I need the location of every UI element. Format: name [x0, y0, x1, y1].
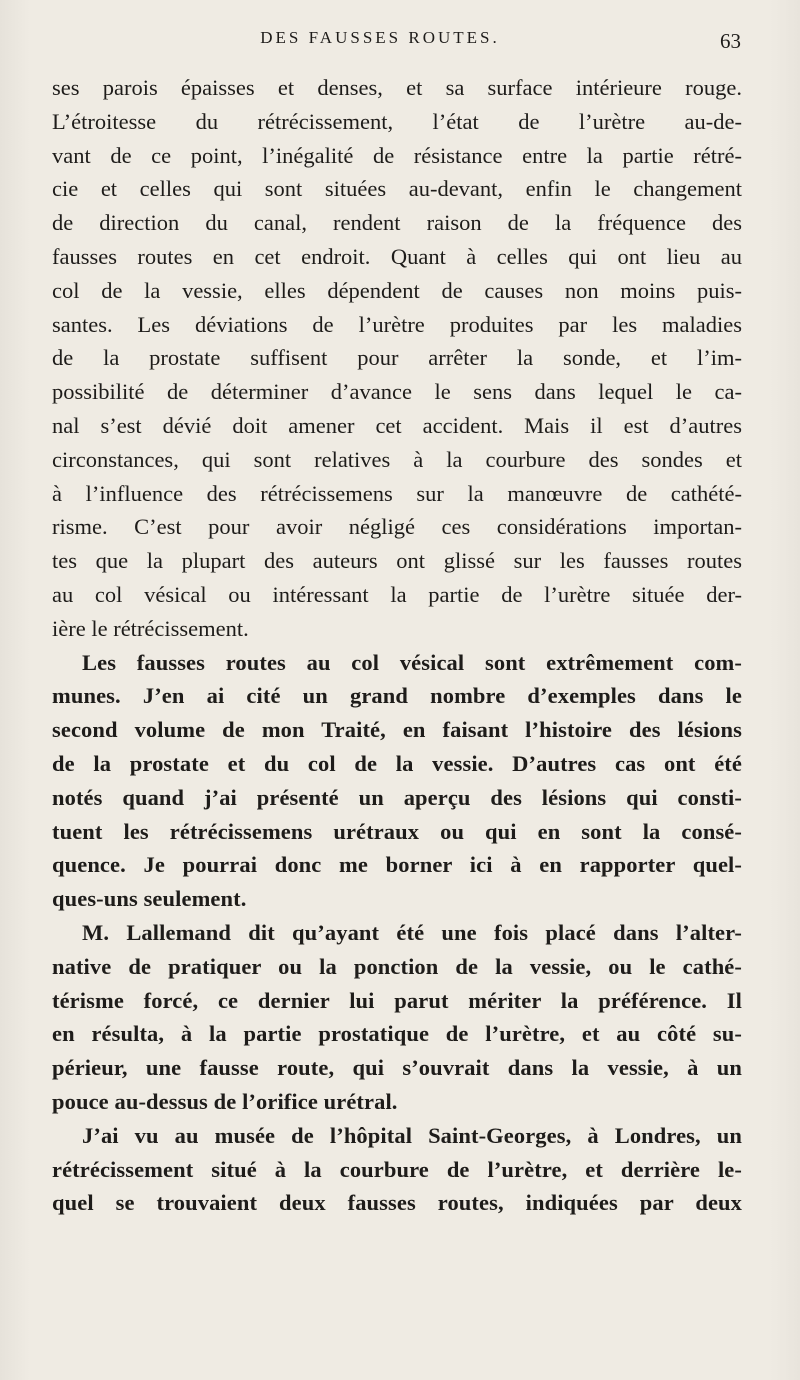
page-number: 63: [720, 29, 741, 53]
text-line: de direction du canal, rendent raison de la fréquence des: [52, 210, 742, 236]
text-line: fausses routes en cet endroit. Quant à celles qui ont lieu au: [52, 243, 742, 269]
body-text: [52, 71, 742, 1220]
text-line: M. Lallemand dit qu’ayant été une fois placé dans l’alter-: [82, 919, 742, 945]
text-line: de la prostate suffisent pour arrêter la sonde, et l’im-: [52, 345, 742, 371]
text-line: térisme forcé, ce dernier lui parut mériter la préférence. Il: [52, 987, 742, 1013]
text-line: quence. Je pourrai donc me borner ici à en rapporter quel-: [52, 852, 742, 878]
text-line: tes que la plupart des auteurs ont glissé sur les fausses routes: [52, 548, 742, 574]
text-line: pouce au-dessus de l’orifice urétral.: [52, 1088, 398, 1114]
text-line: ière le rétrécissement.: [52, 615, 249, 641]
text-line: Les fausses routes au col vésical sont extrêmement com-: [82, 649, 742, 675]
text-line: ques-uns seulement.: [52, 886, 247, 912]
text-line: à l’influence des rétrécissemens sur la manœuvre de cathété-: [52, 480, 742, 506]
paragraph: [52, 1119, 742, 1220]
text-line: quel se trouvaient deux fausses routes, indiquées par deux: [52, 1190, 742, 1216]
text-line: circonstances, qui sont relatives à la courbure des sondes et: [52, 446, 742, 472]
text-line: de la prostate et du col de la vessie. D’autres cas ont été: [52, 750, 742, 776]
paragraph: [52, 646, 742, 916]
text-line: périeur, une fausse route, qui s’ouvrait dans la vessie, à un: [52, 1055, 742, 1081]
paragraph: [52, 71, 742, 646]
running-head-title: DES FAUSSES ROUTES.: [260, 28, 500, 47]
text-line: cie et celles qui sont situées au-devant, enfin le changement: [52, 176, 742, 202]
text-line: L’étroitesse du rétrécissement, l’état de l’urètre au-de-: [52, 108, 742, 134]
text-line: munes. J’en ai cité un grand nombre d’exemples dans le: [52, 683, 742, 709]
text-line: notés quand j’ai présenté un aperçu des lésions qui consti-: [52, 784, 742, 810]
text-line: possibilité de déterminer d’avance le sens dans lequel le ca-: [52, 379, 742, 405]
text-line: en résulta, à la partie prostatique de l’urètre, et au côté su-: [52, 1021, 742, 1047]
text-line: native de pratiquer ou la ponction de la vessie, ou le cathé-: [52, 953, 742, 979]
text-line: au col vésical ou intéressant la partie de l’urètre située der-: [52, 581, 742, 607]
text-line: nal s’est dévié doit amener cet accident. Mais il est d’autres: [52, 412, 742, 438]
text-line: rétrécissement situé à la courbure de l’urètre, et derrière le-: [52, 1156, 742, 1182]
text-line: J’ai vu au musée de l’hôpital Saint-Georges, à Londres, un: [82, 1122, 742, 1148]
text-line: second volume de mon Traité, en faisant l’histoire des lésions: [52, 717, 742, 743]
paragraph: [52, 916, 742, 1119]
text-line: vant de ce point, l’inégalité de résistance entre la partie rétré-: [52, 142, 742, 168]
text-line: col de la vessie, elles dépendent de causes non moins puis-: [52, 277, 742, 303]
text-line: risme. C’est pour avoir négligé ces considérations importan-: [52, 514, 742, 540]
text-line: tuent les rétrécissemens urétraux ou qui en sont la consé-: [52, 818, 742, 844]
text-line: ses parois épaisses et denses, et sa surface intérieure rouge.: [52, 75, 742, 100]
text-line: santes. Les déviations de l’urètre produites par les maladies: [52, 311, 742, 337]
running-head: [0, 27, 800, 57]
